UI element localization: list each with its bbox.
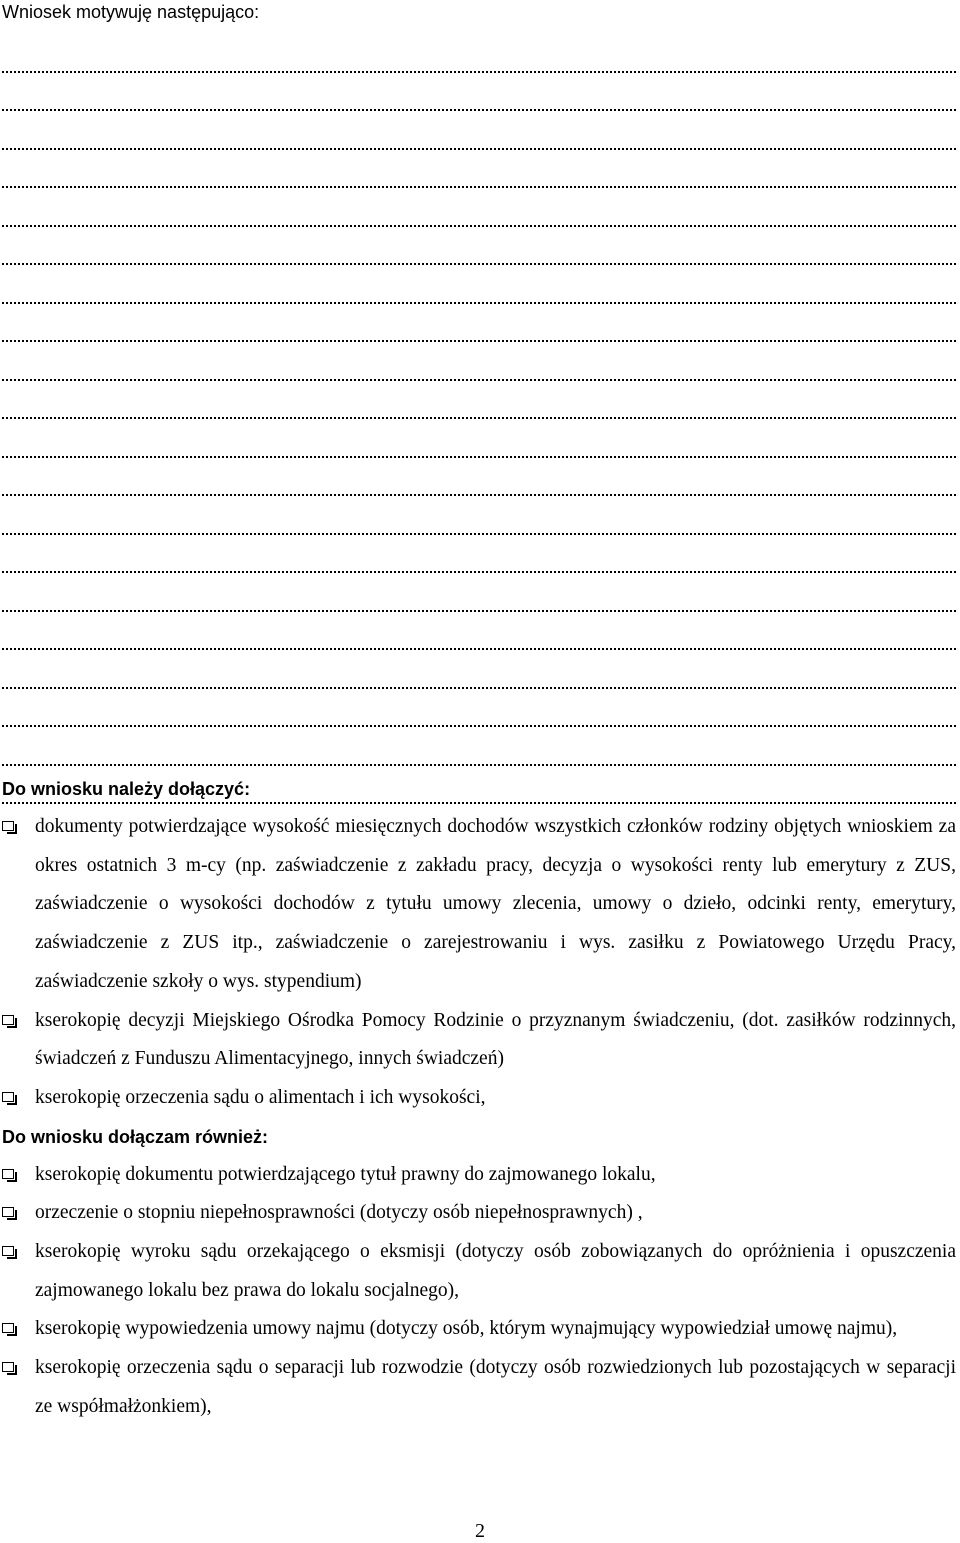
dotted-line[interactable]	[2, 654, 956, 693]
list-item	[2, 1233, 956, 1310]
list-item	[2, 1349, 956, 1426]
attachments-section	[2, 770, 956, 1427]
dotted-line[interactable]	[2, 38, 956, 77]
dotted-line[interactable]	[2, 192, 956, 231]
list-item	[2, 808, 956, 1002]
checkbox-icon[interactable]	[2, 1207, 14, 1217]
list-item-text: kserokopię dokumentu potwierdzającego tytuł prawny do zajmowanego lokalu,	[35, 1163, 656, 1185]
checkbox-icon[interactable]	[2, 1246, 14, 1256]
section-title-also: Do wniosku dołączam również:	[2, 1126, 269, 1147]
dotted-line[interactable]	[2, 577, 956, 616]
list-item-text: kserokopię decyzji Miejskiego Ośrodka Pomocy Rodzinie o przyznanym świadczeniu, (dot. zasiłków rodzinnych, świadczeń z Funduszu Alimentacyjnego, innych świadczeń)	[35, 1009, 956, 1070]
list-item	[2, 1310, 956, 1349]
list-item-text: kserokopię wyroku sądu orzekającego o eksmisji (dotyczy osób zobowiązanych do opróżnienia i opuszczenia zajmowanego lokalu bez prawa do lokalu socjalnego),	[35, 1241, 956, 1301]
dotted-line[interactable]	[2, 423, 956, 462]
dotted-line[interactable]	[2, 77, 956, 116]
list-item-text: kserokopię wypowiedzenia umowy najmu (dotyczy osób, którym wynajmujący wypowiedział umowę najmu),	[35, 1318, 898, 1340]
list-item-text: kserokopię orzeczenia sądu o separacji lub rozwodzie (dotyczy osób rozwiedzionych lub pozostających w separacji ze współmałżonkiem),	[35, 1357, 956, 1417]
checkbox-icon[interactable]	[2, 1092, 14, 1102]
dotted-line[interactable]	[2, 115, 956, 154]
dotted-line[interactable]	[2, 500, 956, 539]
checkbox-icon[interactable]	[2, 821, 14, 831]
section-title-required: Do wniosku należy dołączyć:	[2, 779, 251, 799]
checkbox-icon[interactable]	[2, 1015, 14, 1025]
list-item-text: orzeczenie o stopniu niepełnosprawności (dotyczy osób niepełnosprawnych) ,	[35, 1202, 643, 1224]
dotted-line[interactable]	[2, 231, 956, 270]
page-header: Wniosek motywuję następująco:	[2, 2, 260, 22]
checkbox-icon[interactable]	[2, 1362, 14, 1372]
dotted-line[interactable]	[2, 269, 956, 308]
checkbox-icon[interactable]	[2, 1169, 14, 1179]
page-number: 2	[475, 1520, 485, 1542]
dotted-line[interactable]	[2, 154, 956, 193]
dotted-line[interactable]	[2, 308, 956, 347]
list-item-text: kserokopię orzeczenia sądu o alimentach i ich wysokości,	[35, 1086, 486, 1108]
dotted-line[interactable]	[2, 693, 956, 732]
list-item	[2, 1194, 956, 1233]
list-item	[2, 1002, 956, 1079]
checkbox-icon[interactable]	[2, 1323, 14, 1333]
dotted-line[interactable]	[2, 731, 956, 770]
list-item	[2, 1156, 956, 1195]
list-item-text: dokumenty potwierdzające wysokość miesięcznych dochodów wszystkich członków rodziny objętych wnioskiem za okres ostatnich 3 m-cy (np. zaświadczenie z zakładu pracy, decyzja o wysokości renty lub emerytury z ZUS, zaświadczenie o wysokości dochodów z tytułu umowy zlecenia, umowy o dzieło, odcinki renty, emerytury, zaświadczenie z ZUS itp., zaświadczenie o zarejestrowaniu i wys. zasiłku z Powiatowego Urzędu Pracy, zaświadczenie szkoły o wys. stypendium)	[35, 816, 956, 992]
dotted-line[interactable]	[2, 616, 956, 655]
dotted-line[interactable]	[2, 385, 956, 424]
dotted-line[interactable]	[2, 346, 956, 385]
list-item	[2, 1079, 956, 1118]
dotted-line[interactable]	[2, 539, 956, 578]
dotted-line[interactable]	[2, 462, 956, 501]
dotted-lines	[2, 38, 956, 808]
